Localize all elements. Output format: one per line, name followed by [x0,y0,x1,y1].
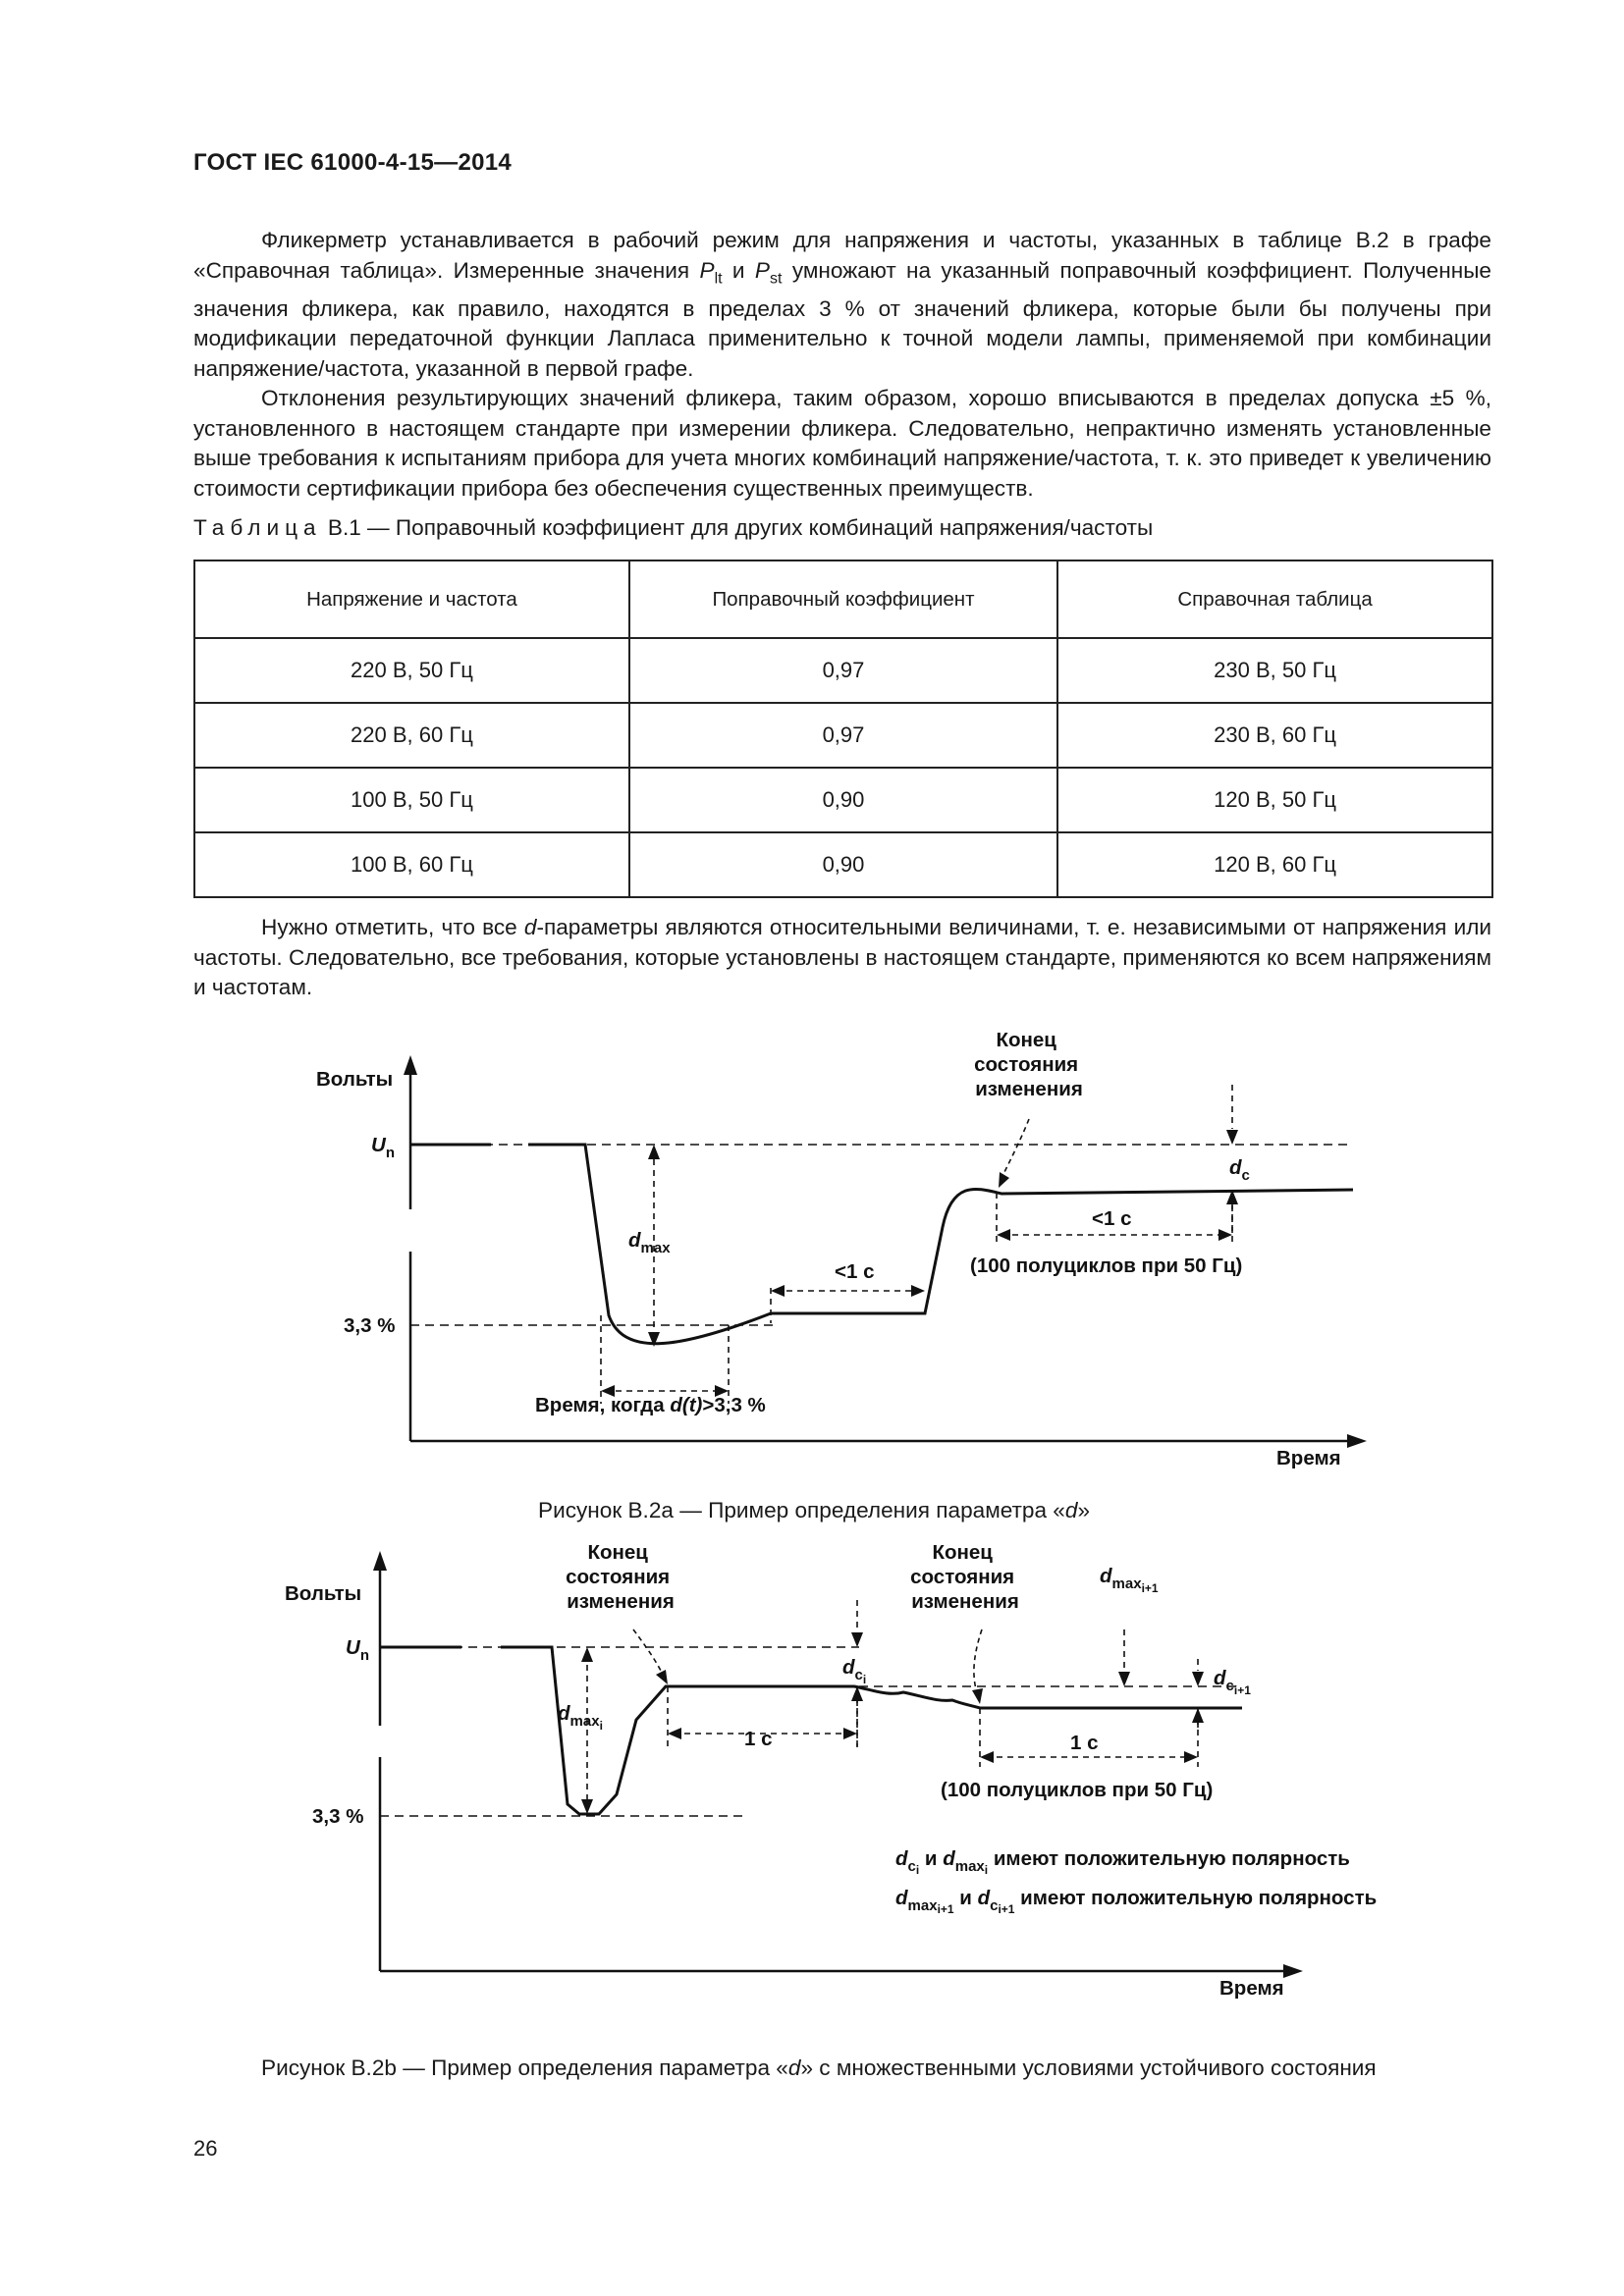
end-state-label-b1: Конец состояния изменения [566,1541,675,1613]
time-when-label: Время, когда d(t)>3,3 % [535,1394,766,1416]
halfcycles-label: (100 полуциклов при 50 Гц) [970,1255,1243,1277]
x-axis-arrow-b [1283,1964,1303,1978]
table-cell: 100 В, 60 Гц [194,832,629,897]
figure-b2b-caption: Рисунок В.2b — Пример определения параметра «d» с множественными условиями устойчивого состояния [261,2056,1377,2080]
lt1s-label-a: <1 с [835,1260,875,1283]
end-state-label-b2: Конец состояния изменения [910,1541,1019,1613]
table-cell: 230 В, 50 Гц [1057,638,1492,703]
y-axis-label: Вольты [316,1068,394,1091]
polarity-note-1: $d_ci$ и $d_{max}i$ имеют положительную полярность [895,1847,1350,1877]
dc-label: $d_c$ [1229,1156,1250,1184]
document-header: ГОСТ IEC 61000-4-15—2014 [193,149,513,176]
page-number: 26 [193,2136,218,2161]
dc-i1-label: $d_ci+1$ [1214,1667,1251,1697]
dc-i-label: $d_ci$ [842,1656,867,1686]
intro-paragraph-2: Отклонения результирующих значений фликера, таким образом, хорошо вписываются в пределах допуска ±5 %, установленного в настоящем стандарте при измерении фликера. Следовательно, непрактично изменять установленные выше требования к испытаниям прибора для учета многих комбинаций напряжение/частота, т. к. это приведет к увеличению стоимости сертификации прибора без обеспечения существенных преимуществ. [193,386,1491,501]
table-cell: 100 В, 50 Гц [194,768,629,832]
table-cell: 120 В, 50 Гц [1057,768,1492,832]
un-label: $U_n$ [371,1134,395,1161]
table-cell: 0,90 [629,768,1057,832]
polarity-note-2: $d_{max}i+1$ и $d_ci+1$ имеют положительную полярность [895,1887,1378,1916]
dmax-i1-label: $d_{max}i+1$ [1100,1565,1159,1595]
y-axis-arrow-b [373,1551,387,1571]
y-axis-label-b: Вольты [285,1582,362,1605]
table-cell: 220 В, 50 Гц [194,638,629,703]
dmax-label: $d_{max}$ [628,1229,671,1256]
x-axis-label-b: Время [1219,1977,1284,2000]
lt1s-label-b: <1 с [1092,1207,1132,1230]
halfcycles-label-b: (100 полуциклов при 50 Гц) [941,1779,1214,1801]
table-header-factor: Поправочный коэффициент [629,561,1057,638]
table-cell: 0,97 [629,703,1057,768]
intro-paragraph-1: Фликерметр устанавливается в рабочий режим для напряжения и частоты, указанных в таблице В.2 в графе «Справочная таблица». Измеренные значения $P_{lt}$ и $P_{st}$ умножают на указанный поправочный коэффициент. Полученные значения фликера, как правило, находятся в пределах 3 % от значений фликера, которые были бы получены при модификации передаточной функции Лапласа применительно к точной модели лампы, применяемой при комбинации напряжение/частота, указанной в первой графе. [193,228,1491,381]
end-state-label: Конец состояния изменения [974,1029,1083,1100]
dmax-i-label: $d_{max}i$ [558,1702,603,1733]
table-cell: 0,90 [629,832,1057,897]
x-axis-label: Время [1276,1447,1341,1469]
un-label-b: $U_n$ [346,1636,369,1664]
level-33-label: 3,3 % [344,1314,396,1337]
figure-b2a-caption: Рисунок В.2а — Пример определения параметра «d» [538,1498,1091,1522]
table-cell: 0,97 [629,638,1057,703]
level-33-label-b: 3,3 % [312,1805,364,1828]
table-cell: 230 В, 60 Гц [1057,703,1492,768]
table-cell: 120 В, 60 Гц [1057,832,1492,897]
note-paragraph: Нужно отметить, что все d-параметры являются относительными величинами, т. е. независимыми от напряжения или частоты. Следовательно, все требования, которые установлены в настоящем стандарте, применяются ко всем напряжениям и частотам. [193,915,1491,999]
table-cell: 220 В, 60 Гц [194,703,629,768]
end-state-pointer-b1 [633,1629,664,1677]
one-s-label-a: 1 с [744,1728,773,1750]
table-caption: Таблица В.1 — Поправочный коэффициент для других комбинаций напряжения/частоты [193,515,1154,540]
table-header-reference: Справочная таблица [1057,561,1492,638]
one-s-label-b: 1 с [1070,1732,1099,1754]
table-header-voltage: Напряжение и частота [194,561,629,638]
